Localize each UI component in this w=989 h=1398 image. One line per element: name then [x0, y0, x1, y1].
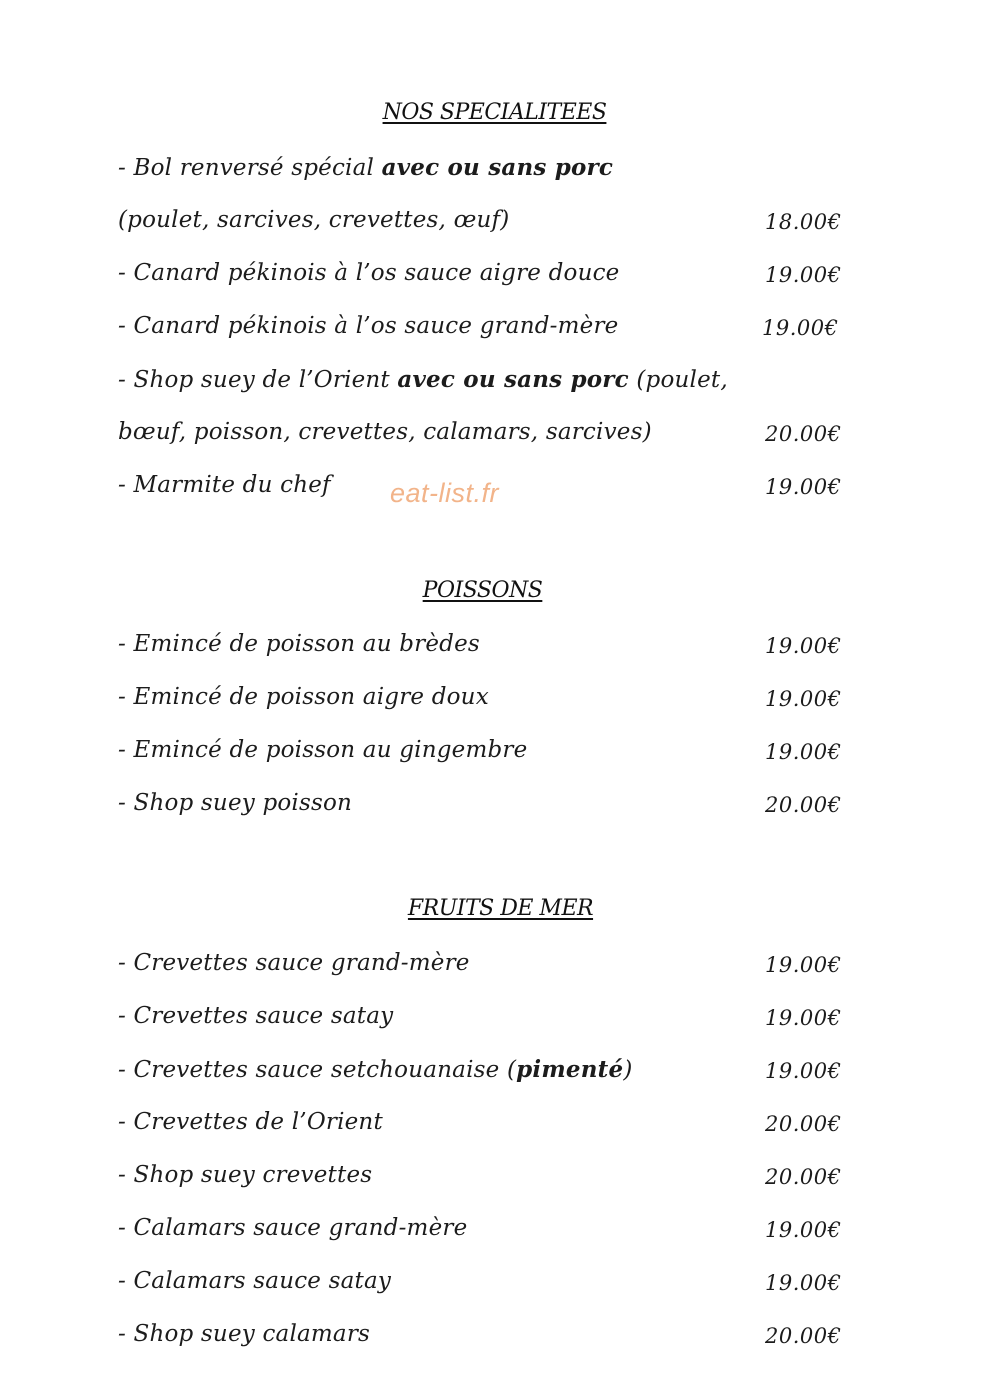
menu-item-calamars-grand-mere: - Calamars sauce grand-mère — [118, 1215, 468, 1241]
item-text: ) — [623, 1057, 633, 1083]
price-shop-suey-poisson: 20.00€ — [765, 793, 842, 817]
menu-item-bol-renverse — [118, 154, 613, 181]
price-emince-bredes: 19.00€ — [765, 634, 842, 658]
price-crevettes-grand-mere: 19.00€ — [765, 953, 842, 977]
price-emince-gingembre: 19.00€ — [765, 740, 842, 764]
menu-item-emince-gingembre: - Emincé de poisson au gingembre — [118, 737, 528, 763]
menu-item-emince-bredes: - Emincé de poisson au brèdes — [118, 631, 480, 657]
price-shop-suey-orient: 20.00€ — [765, 422, 842, 446]
menu-item-shop-suey-poisson: - Shop suey poisson — [118, 790, 353, 816]
menu-item-canard-grand-mere: - Canard pékinois à l’os sauce grand-mère — [118, 313, 619, 339]
section-title-specialites: NOS SPECIALITEES — [382, 100, 607, 125]
watermark: eat-list.fr — [390, 478, 500, 508]
item-text: - Shop suey de l’Orient — [118, 367, 398, 393]
price-shop-suey-calamars: 20.00€ — [765, 1324, 842, 1348]
item-text: (poulet, — [628, 367, 728, 393]
menu-item-shop-suey-calamars: - Shop suey calamars — [118, 1321, 371, 1347]
price-canard-aigre-douce: 19.00€ — [765, 263, 842, 287]
item-text-bold: pimenté — [516, 1056, 624, 1083]
price-marmite-du-chef: 19.00€ — [765, 475, 842, 499]
menu-item-canard-aigre-douce: - Canard pékinois à l’os sauce aigre douce — [118, 260, 620, 286]
menu-item-shop-suey-orient — [118, 366, 728, 393]
menu-item-emince-aigre-doux: - Emincé de poisson aigre doux — [118, 684, 489, 710]
menu-item-marmite-du-chef: - Marmite du chef — [118, 472, 331, 498]
price-canard-grand-mere: 19.00€ — [762, 316, 839, 340]
price-calamars-grand-mere: 19.00€ — [765, 1218, 842, 1242]
price-emince-aigre-doux: 19.00€ — [765, 687, 842, 711]
price-calamars-satay: 19.00€ — [765, 1271, 842, 1295]
price-crevettes-setchouanaise: 19.00€ — [765, 1059, 842, 1083]
item-text: - Crevettes sauce setchouanaise ( — [118, 1057, 517, 1083]
price-crevettes-orient: 20.00€ — [765, 1112, 842, 1136]
menu-item-crevettes-satay: - Crevettes sauce satay — [118, 1003, 394, 1029]
section-title-poissons: POISSONS — [422, 578, 543, 603]
menu-item-crevettes-grand-mere: - Crevettes sauce grand-mère — [118, 950, 470, 976]
menu-item-bol-renverse-detail: (poulet, sarcives, crevettes, œuf) — [118, 207, 510, 233]
item-text: - Bol renversé spécial — [118, 155, 382, 181]
menu-item-crevettes-orient: - Crevettes de l’Orient — [118, 1109, 383, 1135]
menu-item-shop-suey-crevettes: - Shop suey crevettes — [118, 1162, 373, 1188]
menu-item-calamars-satay: - Calamars sauce satay — [118, 1268, 392, 1294]
menu-item-shop-suey-orient-detail: bœuf, poisson, crevettes, calamars, sarcives) — [118, 419, 652, 445]
price-bol-renverse: 18.00€ — [765, 210, 842, 234]
item-text-bold: avec ou sans porc — [397, 366, 629, 393]
menu-item-crevettes-setchouanaise — [118, 1056, 633, 1083]
item-text-bold: avec ou sans porc — [381, 154, 614, 181]
price-crevettes-satay: 19.00€ — [765, 1006, 842, 1030]
section-title-fruits-de-mer: FRUITS DE MER — [407, 896, 594, 921]
price-shop-suey-crevettes: 20.00€ — [765, 1165, 842, 1189]
